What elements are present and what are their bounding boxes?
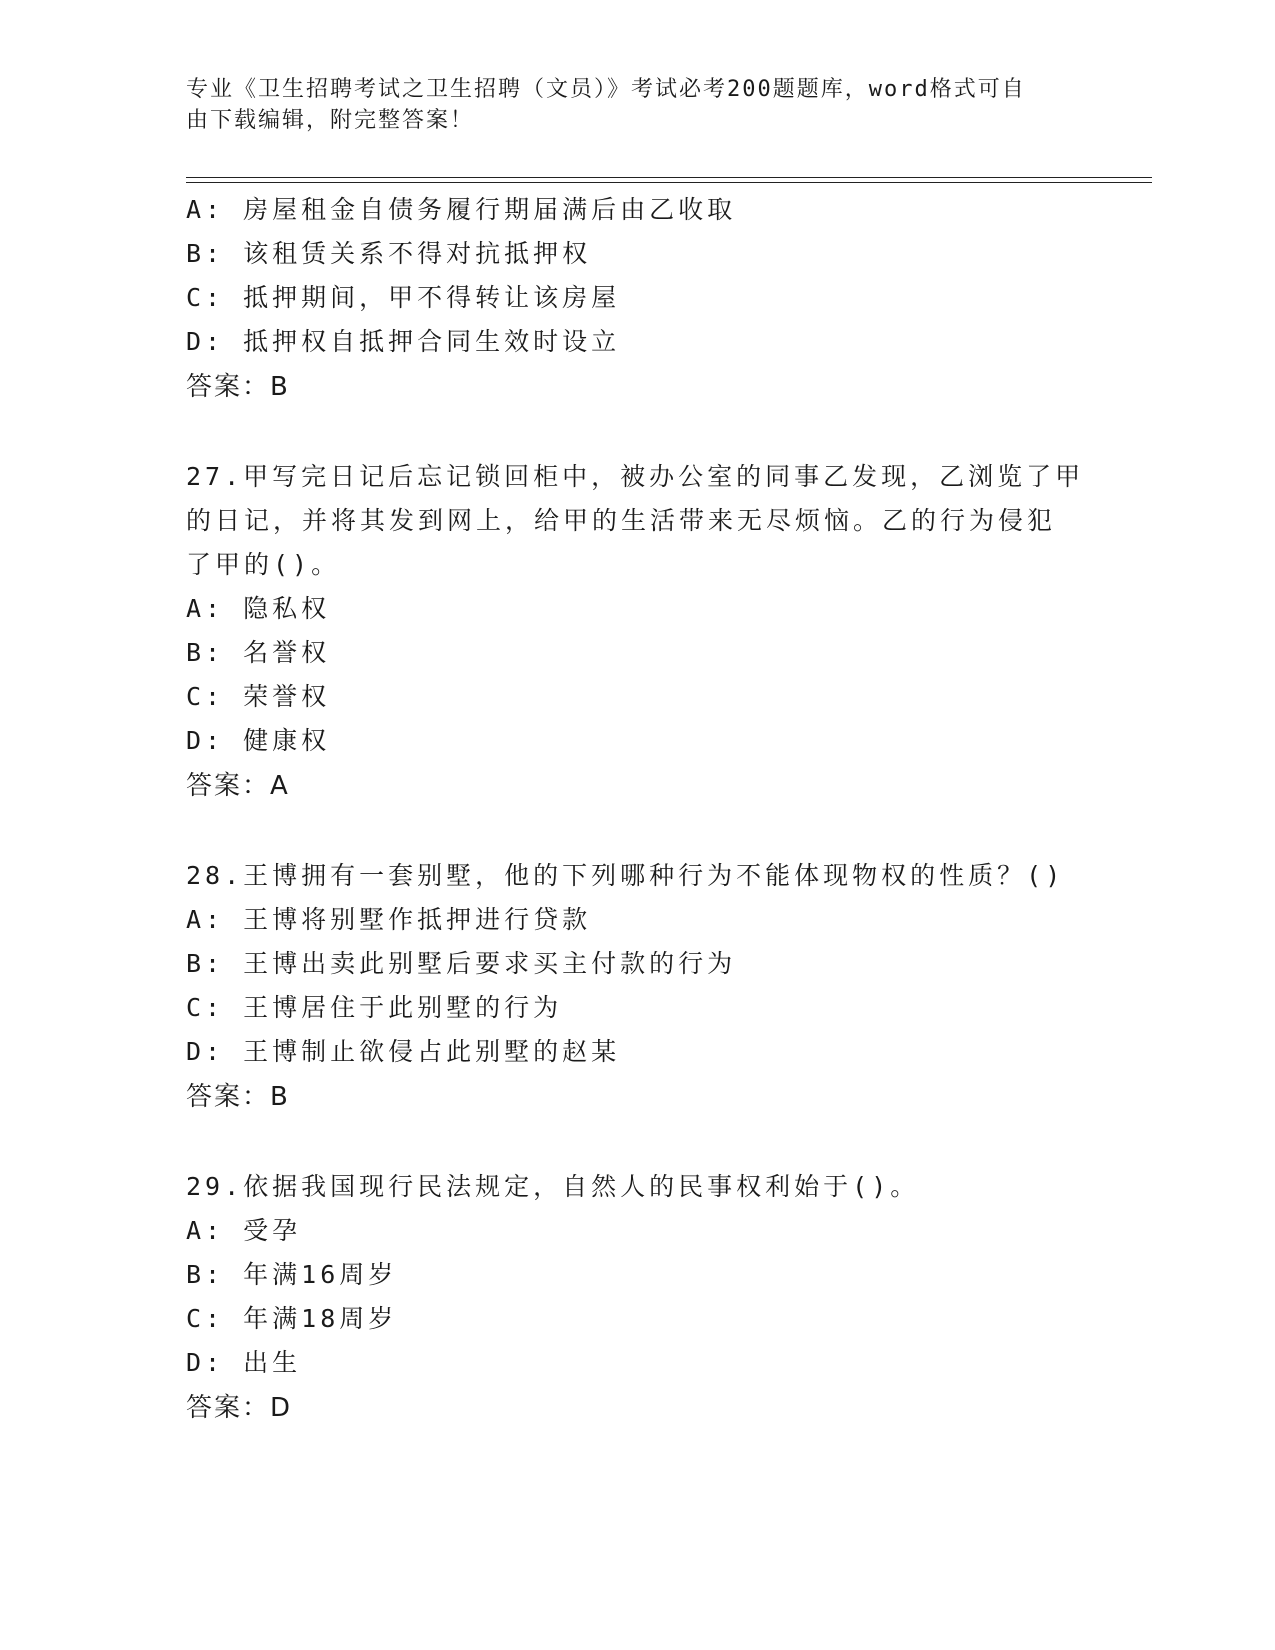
q28-option-a: A: 王博将别墅作抵押进行贷款 bbox=[186, 905, 592, 934]
q27-stem-line-1: 27.甲写完日记后忘记锁回柜中，被办公室的同事乙发现，乙浏览了甲 bbox=[186, 462, 1085, 491]
q29-option-c: C: 年满18周岁 bbox=[186, 1304, 398, 1333]
q29-option-a: A: 受孕 bbox=[186, 1216, 302, 1245]
q28-answer: 答案：B bbox=[186, 1082, 290, 1112]
q28-stem-line-1: 28.王博拥有一套别墅，他的下列哪种行为不能体现物权的性质？() bbox=[186, 861, 1065, 890]
q26-option-c: C: 抵押期间，甲不得转让该房屋 bbox=[186, 283, 621, 312]
document-header bbox=[186, 74, 1066, 136]
q28-option-c: C: 王博居住于此别墅的行为 bbox=[186, 993, 563, 1022]
q27-stem-line-3: 了甲的()。 bbox=[186, 550, 341, 579]
q27-option-b: B: 名誉权 bbox=[186, 638, 331, 667]
q29-option-d: D: 出生 bbox=[186, 1348, 302, 1377]
q29-stem-line-1: 29.依据我国现行民法规定，自然人的民事权利始于()。 bbox=[186, 1172, 920, 1201]
header-divider-top bbox=[186, 177, 1152, 178]
q28-option-b: B: 王博出卖此别墅后要求买主付款的行为 bbox=[186, 949, 737, 978]
q29-answer: 答案：D bbox=[186, 1393, 293, 1423]
header-divider-bottom bbox=[186, 182, 1152, 183]
q26-option-b: B: 该租赁关系不得对抗抵押权 bbox=[186, 239, 592, 268]
header-line-2: 由下载编辑，附完整答案！ bbox=[186, 108, 475, 133]
q26-option-a: A: 房屋租金自债务履行期届满后由乙收取 bbox=[186, 195, 737, 224]
q28-option-d: D: 王博制止欲侵占此别墅的赵某 bbox=[186, 1037, 621, 1066]
q27-answer: 答案：A bbox=[186, 771, 290, 801]
q27-stem-line-2: 的日记，并将其发到网上，给甲的生活带来无尽烦恼。乙的行为侵犯 bbox=[186, 506, 1057, 535]
q27-option-a: A: 隐私权 bbox=[186, 594, 331, 623]
q27-option-d: D: 健康权 bbox=[186, 726, 331, 755]
q27-option-c: C: 荣誉权 bbox=[186, 682, 331, 711]
header-line-1: 专业《卫生招聘考试之卫生招聘（文员）》考试必考200题题库，word格式可自 bbox=[186, 77, 1026, 102]
q26-answer: 答案：B bbox=[186, 372, 290, 402]
q29-option-b: B: 年满16周岁 bbox=[186, 1260, 398, 1289]
q26-option-d: D: 抵押权自抵押合同生效时设立 bbox=[186, 327, 621, 356]
